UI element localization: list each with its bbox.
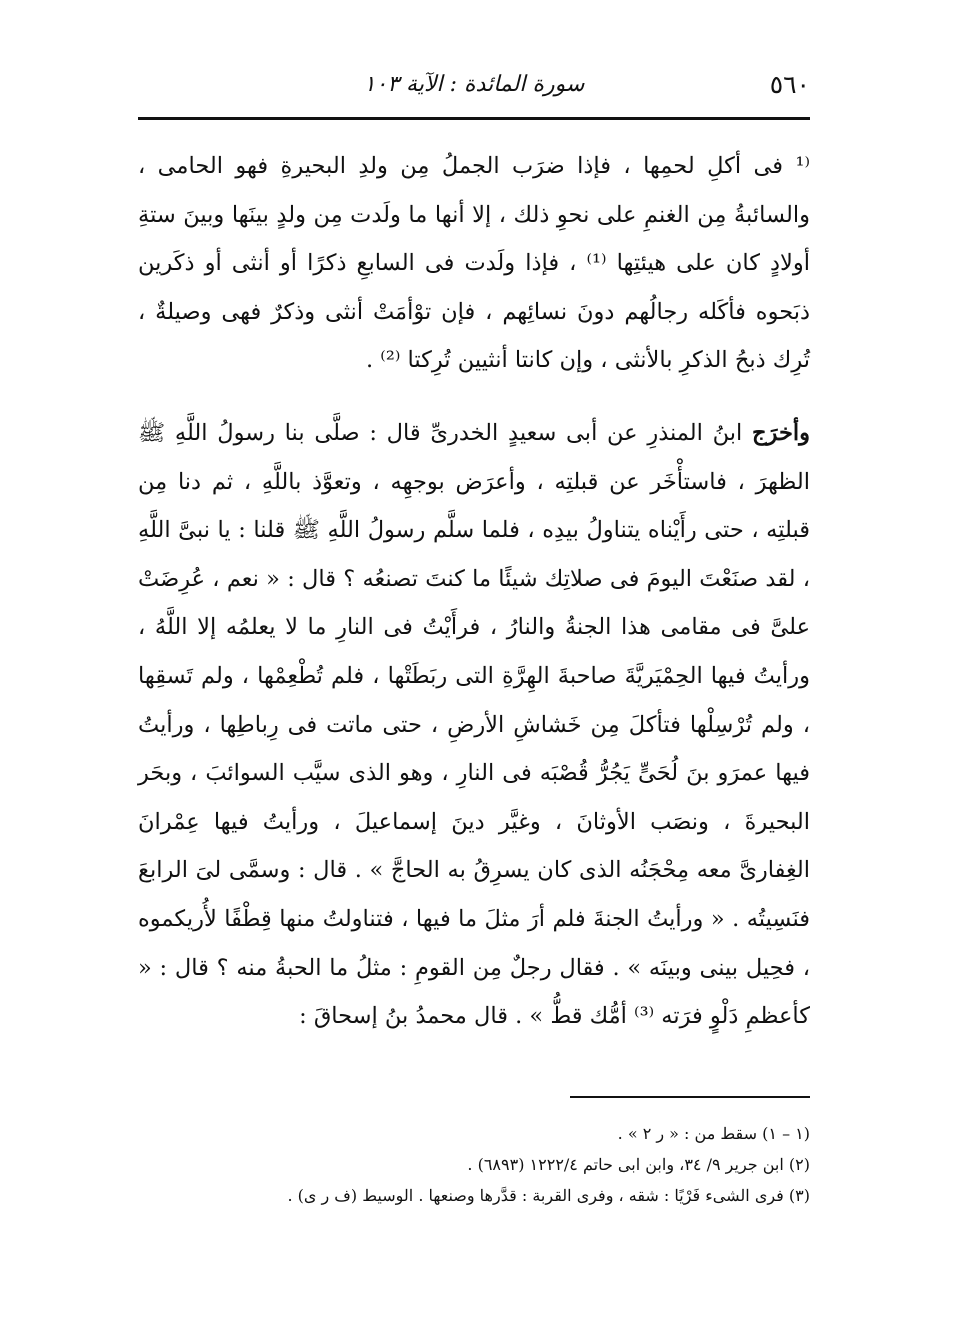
footnote-3: (٣) فرى الشىء فَرْيًا : شقه ، وفرى القربة : قدَّرها وصنعها . الوسيط (ف ر ى) . [287, 1186, 810, 1205]
running-title: سورة المائدة : الآية ١٠٣ [363, 72, 585, 97]
paragraph-1: ⁽¹ فى أكلِ لحمِها ، فإذا ضرَب الجملُ مِن ولدِ البحيرةِ فهو الحامى ، والسائبةُ مِن الغنمِ على نحوِ ذلك ، إلا أنها ما ولَدت مِن ولدٍ بينَها وبينَ ستةِ أولادٍ كان على هيئتِها ⁽¹⁾ ، فإذا ولَدت فى السابعِ ذكرًا أو أنثى أو ذكَرين ذبَحوه فأكَله رجالُهم دونَ نسائِهم ، فإن توْأمَتْ أنثى وذكرٌ فهى وصيلةٌ ، تُرِك ذبحُ الذكرِ بالأنثى ، وإن كانتا أنثيين تُرِكتا ⁽²⁾ . [138, 153, 810, 374]
footnote-2: (٢) ابن جرير ٩/ ٣٤، وابن ابى حاتم ١٢٢٢/٤ (٦٨٩٣) . [467, 1155, 810, 1174]
footnote-separator [570, 1096, 810, 1098]
header-rule [138, 117, 810, 120]
footnote-1: (١ – ١) سقط من : « ر ٢ » . [617, 1124, 810, 1143]
page-header [138, 62, 810, 114]
paragraph-2-lead-word: وأخرَج [752, 419, 810, 446]
main-text [138, 142, 810, 1041]
paragraph-2-text: ابنُ المنذرِ عن أبى سعيدٍ الخدرىِّ قال : صلَّى بنا رسولُ اللَّهِ ﷺ الظهرَ ، فاستأْخَر عن قبلتِه ، وأعرَض بوجهِه ، وتعوَّذ باللَّهِ ، ثم دنا مِن قبلتِه ، حتى رأَيْناه يتناولُ بيدِه ، فلما سلَّم رسولُ اللَّهِ ﷺ قلنا : يا نبىَّ اللَّهِ ، لقد صنَعْتَ اليومَ فى صلاتِك شيئًا ما كنتَ تصنعُه ؟ قال : « نعم ، عُرِضَتْ علىَّ فى مقامى هذا الجنةُ والنارُ ، فرأَيْتُ فى النارِ ما لا يعلمُه إلا اللَّهُ ، ورأيتُ فيها الحِمْيَريَّةَ صاحبةَ الهِرَّةِ التى ربَطَتْها ، فلم تُطْعِمْها ، ولم تَسقِها ، ولم تُرْسِلْها فتأكلَ مِن خَشاشِ الأرضِ ، حتى ماتت فى رِباطِها ، ورأيتُ فيها عمرَو بنَ لُحَىٍّ يَجُرُّ قُصْبَه فى النارِ ، وهو الذى سيَّب السوائبَ ، وبحَر البحيرةَ ، ونصَب الأوثانَ ، وغيَّر دينَ إسماعيلَ ، ورأيتُ فيها عِمْرانَ الغِفارىَّ معه مِحْجَنُه الذى كان يسرِقُ به الحاجَّ » . قال : وسمَّى لىَ الرابعَ فنَسِيتُه . « ورأيتُ الجنةَ فلم أرَ مثلَ ما فيها ، فتناولتُ منها قِطْفًا لأُريكموه ، فحِيل بينى وبينَه » . فقال رجلٌ مِن القومِ : مثلُ ما الحبةُ منه ؟ قال : « كأعظمِ دَلْوٍ فرَته ⁽³⁾ أمُّك قطُّ » . قال محمدُ بنُ إسحاقَ : [138, 419, 810, 1030]
page-number: ٥٦٠ [769, 70, 810, 99]
paragraph-2 [138, 409, 810, 1041]
footnotes [138, 1118, 810, 1211]
